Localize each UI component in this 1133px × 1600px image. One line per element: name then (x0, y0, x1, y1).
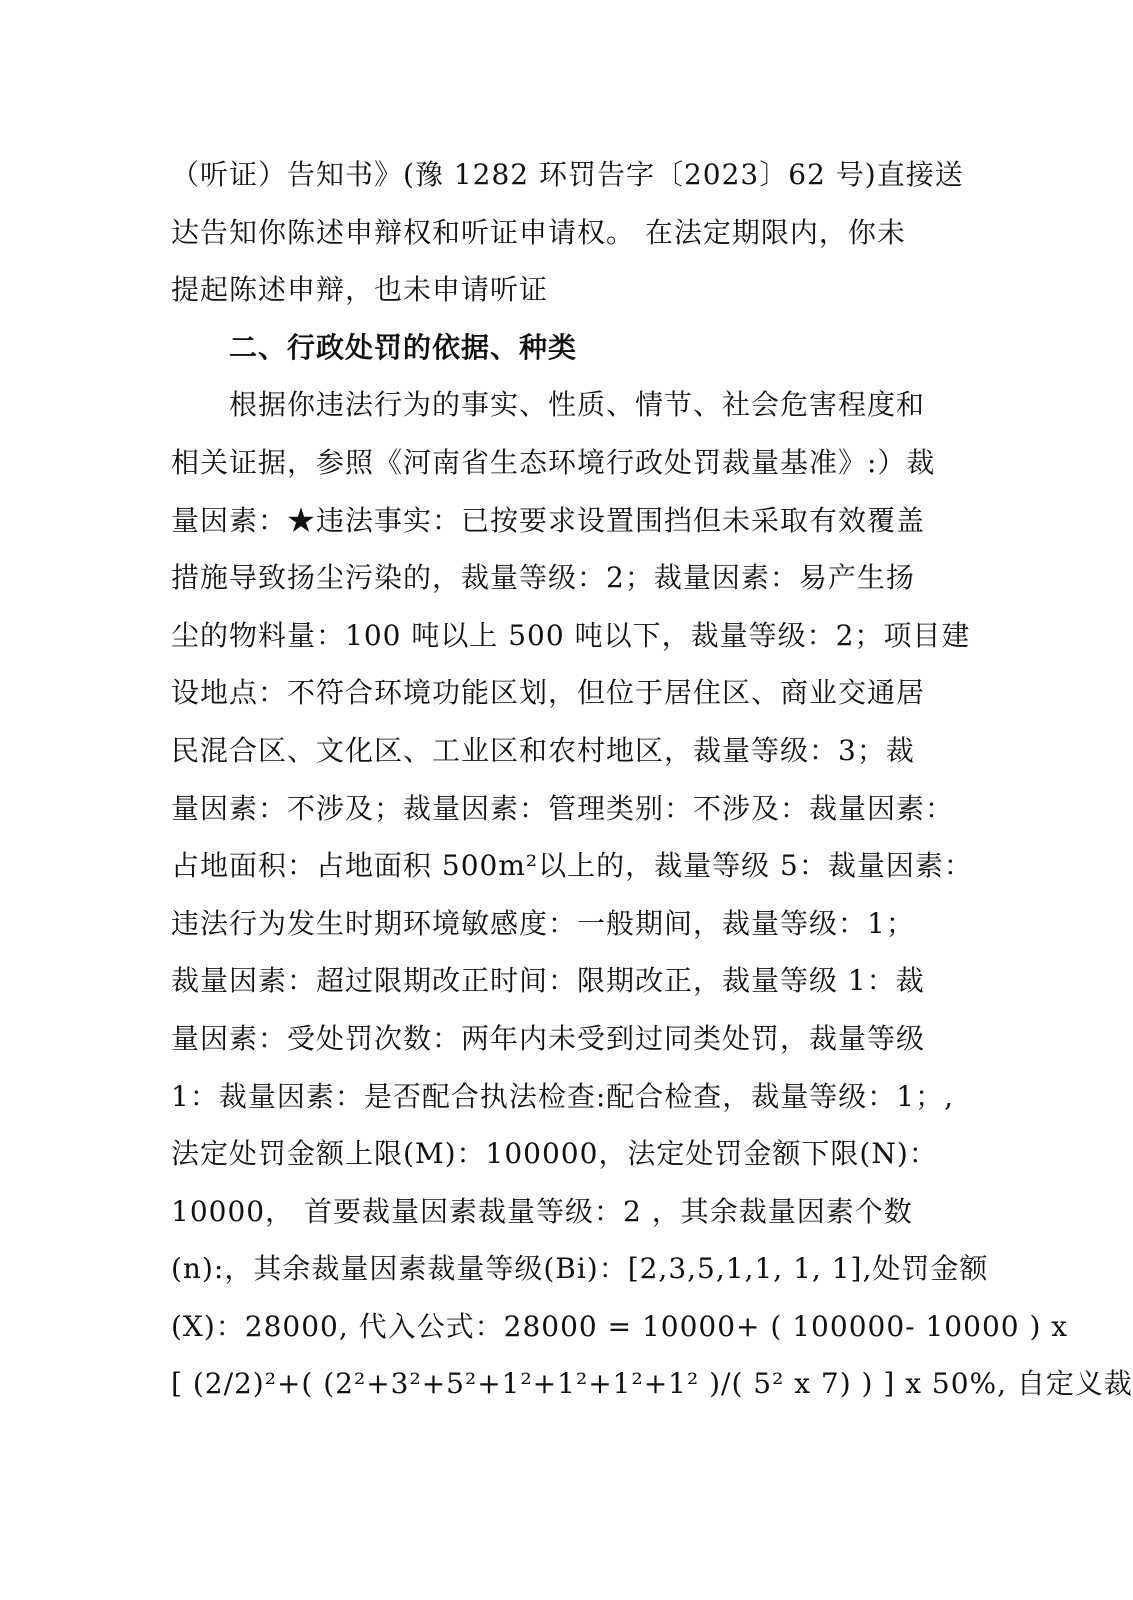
paragraph-line: 违法行为发生时期环境敏感度：一般期间，裁量等级：1； (171, 906, 915, 940)
paragraph-line: 相关证据，参照《河南省生态环境行政处罚裁量基准》:）裁 (171, 445, 936, 479)
paragraph-line: 1：裁量因素：是否配合执法检查:配合检查，裁量等级：1；, (171, 1079, 954, 1113)
paragraph-line: 量因素：不涉及；裁量因素：管理类别：不涉及：裁量因素： (171, 791, 955, 825)
paragraph-line: 法定处罚金额上限(M)：100000，法定处罚金额下限(N)： (171, 1137, 938, 1171)
paragraph-line: 提起陈述申辩，也未申请听证 (171, 273, 549, 307)
paragraph-line: 措施导致扬尘污染的，裁量等级：2；裁量因素：易产生扬 (171, 561, 915, 595)
paragraph-line: 设地点：不符合环境功能区划，但位于居住区、商业交通居 (171, 676, 926, 710)
paragraph-line: 10000， 首要裁量因素裁量等级：2 ，其余裁量因素个数 (171, 1194, 913, 1228)
paragraph-line: 尘的物料量：100 吨以上 500 吨以下，裁量等级：2；项目建 (171, 618, 971, 652)
paragraph-line: (n):，其余裁量因素裁量等级(Bi)：[2,3,5,1,1, 1, 1],处罚金额 (171, 1252, 989, 1286)
paragraph-line: 裁量因素：超过限期改正时间：限期改正，裁量等级 1：裁 (171, 964, 925, 998)
paragraph-line: 民混合区、文化区、工业区和农村地区，裁量等级：3；裁 (171, 733, 915, 767)
paragraph-line: （听证）告知书》(豫 1282 环罚告字〔2023〕62 号)直接送 (171, 158, 964, 191)
paragraph-line: 量因素：★违法事实：已按要求设置围挡但未采取有效覆盖 (171, 503, 926, 537)
paragraph-line: 达告知你陈述申辩权和听证申请权。 在法定期限内，你未 (171, 215, 906, 249)
paragraph-line: 量因素：受处罚次数：两年内未受到过同类处罚，裁量等级 (171, 1021, 926, 1055)
paragraph-line: 占地面积：占地面积 500m²以上的，裁量等级 5：裁量因素： (171, 849, 973, 883)
section-heading: 二、行政处罚的依据、种类 (229, 330, 578, 364)
paragraph-line: [ (2/2)²+( (2²+3²+5²+1²+1²+1²+1² )/( 5² x 7) ) ] x 50%, 自定义裁 (171, 1367, 1133, 1401)
paragraph-line: 根据你违法行为的事实、性质、情节、社会危害程度和 (229, 388, 926, 422)
document-body (171, 146, 1133, 1413)
paragraph-line: (X)：28000, 代入公式：28000 = 10000+ ( 100000- 10000 ) x (171, 1309, 1069, 1343)
